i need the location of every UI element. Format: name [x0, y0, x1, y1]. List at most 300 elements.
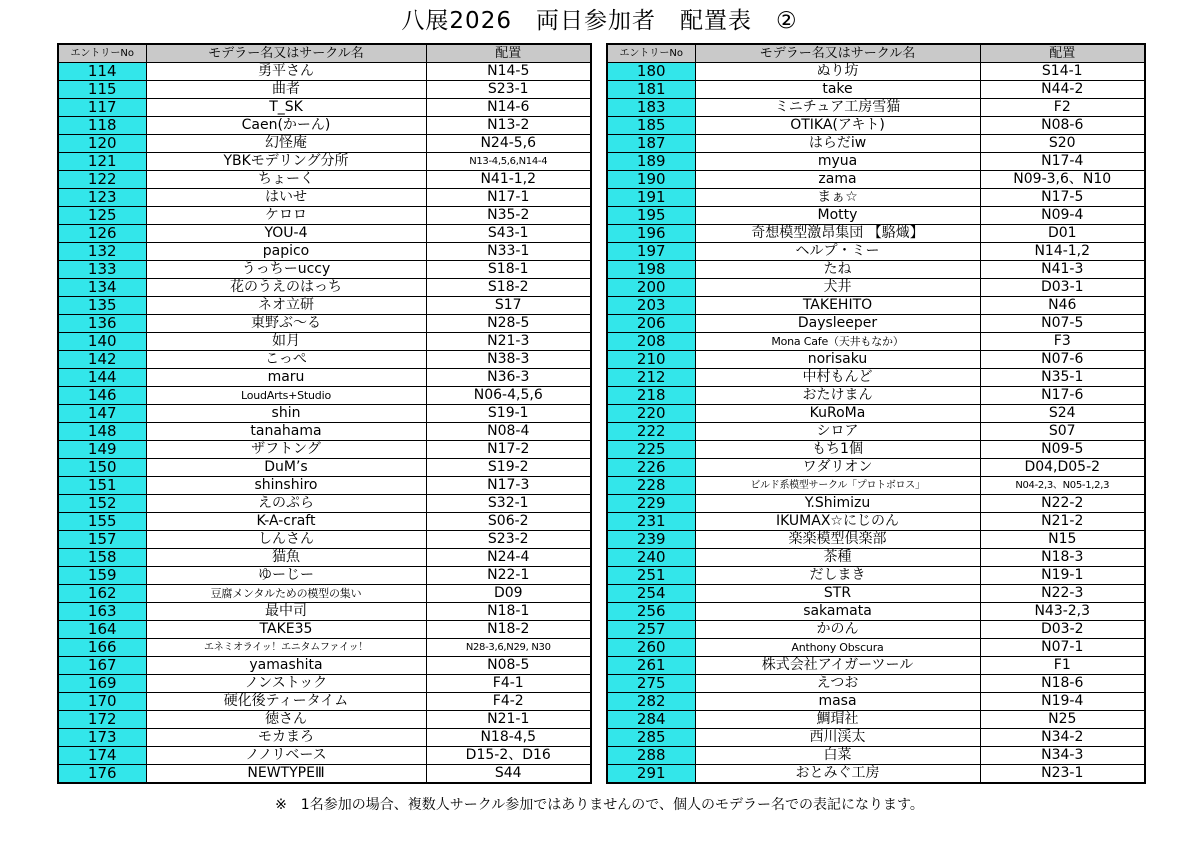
- entry-no-cell: 183: [607, 99, 695, 117]
- table-row: [58, 711, 591, 729]
- place-cell: N08-6: [980, 117, 1145, 135]
- name-cell: OTIKA(アキト): [695, 117, 980, 135]
- place-cell: N04-2,3、N05-1,2,3: [980, 477, 1145, 495]
- table-row: [607, 765, 1145, 784]
- entry-no-cell: 121: [58, 153, 146, 171]
- place-cell: S43-1: [426, 225, 591, 243]
- name-cell: LoudArts+Studio: [146, 387, 426, 405]
- place-cell: S23-1: [426, 81, 591, 99]
- entry-no-cell: 190: [607, 171, 695, 189]
- entry-no-cell: 122: [58, 171, 146, 189]
- table-row: [58, 531, 591, 549]
- name-cell: 曲者: [146, 81, 426, 99]
- place-cell: N18-4,5: [426, 729, 591, 747]
- name-cell: 白菜: [695, 747, 980, 765]
- name-cell: 株式会社アイガーツール: [695, 657, 980, 675]
- name-cell: ちょーく: [146, 171, 426, 189]
- place-cell: N14-6: [426, 99, 591, 117]
- place-cell: N17-6: [980, 387, 1145, 405]
- entry-no-cell: 151: [58, 477, 146, 495]
- table-row: [607, 171, 1145, 189]
- table-row: [607, 207, 1145, 225]
- entry-no-cell: 195: [607, 207, 695, 225]
- entry-no-cell: 169: [58, 675, 146, 693]
- name-cell: STR: [695, 585, 980, 603]
- table-row: [58, 585, 591, 603]
- place-cell: N21-3: [426, 333, 591, 351]
- table-row: [607, 441, 1145, 459]
- table-row: [607, 279, 1145, 297]
- table-row: [58, 117, 591, 135]
- name-cell: モカまろ: [146, 729, 426, 747]
- table-row: [607, 477, 1145, 495]
- place-cell: N44-2: [980, 81, 1145, 99]
- name-cell: うっちーuccy: [146, 261, 426, 279]
- name-cell: えつお: [695, 675, 980, 693]
- name-cell: 徳さん: [146, 711, 426, 729]
- place-cell: N43-2,3: [980, 603, 1145, 621]
- name-cell: おたけまん: [695, 387, 980, 405]
- entry-no-cell: 228: [607, 477, 695, 495]
- place-cell: F3: [980, 333, 1145, 351]
- table-row: [58, 765, 591, 784]
- place-cell: N18-6: [980, 675, 1145, 693]
- place-cell: N35-1: [980, 369, 1145, 387]
- name-cell: TAKE35: [146, 621, 426, 639]
- place-cell: D03-1: [980, 279, 1145, 297]
- entry-no-cell: 135: [58, 297, 146, 315]
- table-row: [607, 459, 1145, 477]
- table-row: [607, 405, 1145, 423]
- name-cell: ぬり坊: [695, 63, 980, 81]
- name-cell: Caen(かーん): [146, 117, 426, 135]
- name-cell: 幻怪庵: [146, 135, 426, 153]
- entry-no-cell: 275: [607, 675, 695, 693]
- entry-no-cell: 191: [607, 189, 695, 207]
- table-row: [58, 171, 591, 189]
- name-cell: ネオ立研: [146, 297, 426, 315]
- name-cell: yamashita: [146, 657, 426, 675]
- entry-no-cell: 134: [58, 279, 146, 297]
- place-cell: S23-2: [426, 531, 591, 549]
- entry-no-cell: 220: [607, 405, 695, 423]
- table-row: [58, 261, 591, 279]
- entry-no-cell: 203: [607, 297, 695, 315]
- name-cell: えのぷら: [146, 495, 426, 513]
- entry-no-cell: 288: [607, 747, 695, 765]
- header-entry-no: エントリーNo: [58, 44, 146, 63]
- place-cell: N15: [980, 531, 1145, 549]
- table-row: [607, 333, 1145, 351]
- header-name: モデラー名又はサークル名: [695, 44, 980, 63]
- table-row: [58, 135, 591, 153]
- entry-no-cell: 132: [58, 243, 146, 261]
- entry-no-cell: 140: [58, 333, 146, 351]
- entry-no-cell: 172: [58, 711, 146, 729]
- entry-no-cell: 257: [607, 621, 695, 639]
- entry-no-cell: 196: [607, 225, 695, 243]
- entry-no-cell: 164: [58, 621, 146, 639]
- place-cell: N14-1,2: [980, 243, 1145, 261]
- place-cell: N38-3: [426, 351, 591, 369]
- place-cell: S44: [426, 765, 591, 784]
- table-row: [607, 621, 1145, 639]
- table-row: [607, 297, 1145, 315]
- entry-no-cell: 187: [607, 135, 695, 153]
- name-cell: もち1個: [695, 441, 980, 459]
- place-cell: N41-1,2: [426, 171, 591, 189]
- name-cell: shinshiro: [146, 477, 426, 495]
- table-row: [607, 225, 1145, 243]
- name-cell: だしまき: [695, 567, 980, 585]
- table-row: [58, 333, 591, 351]
- entry-no-cell: 285: [607, 729, 695, 747]
- table-row: [58, 189, 591, 207]
- place-cell: S19-2: [426, 459, 591, 477]
- table-row: [607, 675, 1145, 693]
- entry-no-cell: 170: [58, 693, 146, 711]
- table-row: [58, 477, 591, 495]
- entry-no-cell: 148: [58, 423, 146, 441]
- table-row: [58, 549, 591, 567]
- entry-no-cell: 239: [607, 531, 695, 549]
- name-cell: YBKモデリング分所: [146, 153, 426, 171]
- entry-no-cell: 152: [58, 495, 146, 513]
- footnote: ※ 1名参加の場合、複数人サークル参加ではありませんので、個人のモデラー名での表記になります。: [275, 797, 924, 813]
- entry-no-cell: 158: [58, 549, 146, 567]
- entry-no-cell: 150: [58, 459, 146, 477]
- table-row: [607, 387, 1145, 405]
- table-row: [58, 225, 591, 243]
- entry-no-cell: 176: [58, 765, 146, 784]
- entry-no-cell: 117: [58, 99, 146, 117]
- name-cell: 花のうえのはっち: [146, 279, 426, 297]
- name-cell: zama: [695, 171, 980, 189]
- name-cell: まぁ☆: [695, 189, 980, 207]
- table-row: [58, 369, 591, 387]
- table-row: [607, 135, 1145, 153]
- table-row: [58, 153, 591, 171]
- name-cell: Motty: [695, 207, 980, 225]
- table-row: [58, 243, 591, 261]
- place-cell: N13-2: [426, 117, 591, 135]
- table-row: [58, 567, 591, 585]
- place-cell: N07-1: [980, 639, 1145, 657]
- name-cell: ケロロ: [146, 207, 426, 225]
- entry-no-cell: 125: [58, 207, 146, 225]
- place-cell: S14-1: [980, 63, 1145, 81]
- table-row: [58, 405, 591, 423]
- place-cell: N17-1: [426, 189, 591, 207]
- name-cell: かのん: [695, 621, 980, 639]
- entry-no-cell: 222: [607, 423, 695, 441]
- name-cell: はいせ: [146, 189, 426, 207]
- entry-no-cell: 133: [58, 261, 146, 279]
- table-row: [58, 675, 591, 693]
- header-place: 配置: [426, 44, 591, 63]
- entry-no-cell: 225: [607, 441, 695, 459]
- entry-no-cell: 210: [607, 351, 695, 369]
- table-row: [607, 117, 1145, 135]
- entry-no-cell: 173: [58, 729, 146, 747]
- name-cell: DuM’s: [146, 459, 426, 477]
- place-cell: N17-4: [980, 153, 1145, 171]
- name-cell: 東野ぶ～る: [146, 315, 426, 333]
- entry-no-cell: 282: [607, 693, 695, 711]
- place-cell: N21-2: [980, 513, 1145, 531]
- table-row: [607, 657, 1145, 675]
- entry-no-cell: 218: [607, 387, 695, 405]
- place-cell: N09-4: [980, 207, 1145, 225]
- entry-no-cell: 167: [58, 657, 146, 675]
- entry-no-cell: 159: [58, 567, 146, 585]
- table-row: [58, 747, 591, 765]
- entry-no-cell: 149: [58, 441, 146, 459]
- header-entry-no: エントリーNo: [607, 44, 695, 63]
- name-cell: norisaku: [695, 351, 980, 369]
- table-row: [58, 279, 591, 297]
- name-cell: ビルド系模型サークル「プロトボロス」: [695, 477, 980, 495]
- place-cell: N19-4: [980, 693, 1145, 711]
- entry-table-right: [606, 43, 1146, 784]
- table-row: [607, 729, 1145, 747]
- table-row: [58, 351, 591, 369]
- entry-no-cell: 189: [607, 153, 695, 171]
- entry-no-cell: 206: [607, 315, 695, 333]
- name-cell: はらだiw: [695, 135, 980, 153]
- place-cell: N09-5: [980, 441, 1145, 459]
- table-row: [58, 315, 591, 333]
- table-row: [607, 711, 1145, 729]
- place-cell: N28-5: [426, 315, 591, 333]
- place-cell: S32-1: [426, 495, 591, 513]
- place-cell: N13-4,5,6,N14-4: [426, 153, 591, 171]
- table-row: [58, 495, 591, 513]
- entry-no-cell: 114: [58, 63, 146, 81]
- place-cell: S07: [980, 423, 1145, 441]
- name-cell: YOU-4: [146, 225, 426, 243]
- place-cell: N08-5: [426, 657, 591, 675]
- entry-no-cell: 284: [607, 711, 695, 729]
- entry-table-left: [57, 43, 592, 784]
- table-row: [58, 693, 591, 711]
- place-cell: N41-3: [980, 261, 1145, 279]
- place-cell: N22-1: [426, 567, 591, 585]
- entry-no-cell: 163: [58, 603, 146, 621]
- place-cell: S06-2: [426, 513, 591, 531]
- entry-no-cell: 291: [607, 765, 695, 784]
- entry-no-cell: 208: [607, 333, 695, 351]
- name-cell: masa: [695, 693, 980, 711]
- place-cell: N35-2: [426, 207, 591, 225]
- table-row: [607, 603, 1145, 621]
- name-cell: 猫魚: [146, 549, 426, 567]
- place-cell: D03-2: [980, 621, 1145, 639]
- place-cell: F4-2: [426, 693, 591, 711]
- name-cell: 中村もんど: [695, 369, 980, 387]
- table-row: [607, 531, 1145, 549]
- table-row: [607, 63, 1145, 81]
- table-row: [58, 81, 591, 99]
- name-cell: ワダリオン: [695, 459, 980, 477]
- entry-no-cell: 142: [58, 351, 146, 369]
- place-cell: N17-5: [980, 189, 1145, 207]
- entry-no-cell: 144: [58, 369, 146, 387]
- name-cell: 犬井: [695, 279, 980, 297]
- place-cell: N21-1: [426, 711, 591, 729]
- name-cell: 西川渓太: [695, 729, 980, 747]
- entry-no-cell: 162: [58, 585, 146, 603]
- entry-no-cell: 174: [58, 747, 146, 765]
- place-cell: N34-2: [980, 729, 1145, 747]
- name-cell: たね: [695, 261, 980, 279]
- name-cell: 鯛瑁社: [695, 711, 980, 729]
- place-cell: N17-3: [426, 477, 591, 495]
- place-cell: N06-4,5,6: [426, 387, 591, 405]
- name-cell: 楽楽模型倶楽部: [695, 531, 980, 549]
- place-cell: N25: [980, 711, 1145, 729]
- name-cell: 最中司: [146, 603, 426, 621]
- entry-no-cell: 256: [607, 603, 695, 621]
- entry-no-cell: 123: [58, 189, 146, 207]
- entry-no-cell: 231: [607, 513, 695, 531]
- name-cell: NEWTYPEⅢ: [146, 765, 426, 784]
- place-cell: N22-3: [980, 585, 1145, 603]
- place-cell: S17: [426, 297, 591, 315]
- place-cell: N18-2: [426, 621, 591, 639]
- table-header-row: [607, 44, 1145, 63]
- table-row: [607, 693, 1145, 711]
- name-cell: しんさん: [146, 531, 426, 549]
- name-cell: K-A-craft: [146, 513, 426, 531]
- entry-no-cell: 260: [607, 639, 695, 657]
- entry-no-cell: 229: [607, 495, 695, 513]
- place-cell: N28-3,6,N29, N30: [426, 639, 591, 657]
- table-row: [58, 297, 591, 315]
- table-row: [58, 441, 591, 459]
- place-cell: N46: [980, 297, 1145, 315]
- name-cell: エネミオライッ！エニタムファイッ！: [146, 639, 426, 657]
- entry-no-cell: 226: [607, 459, 695, 477]
- entry-no-cell: 240: [607, 549, 695, 567]
- name-cell: ミニチュア工房雪猫: [695, 99, 980, 117]
- name-cell: TAKEHITO: [695, 297, 980, 315]
- place-cell: N24-4: [426, 549, 591, 567]
- name-cell: KuRoMa: [695, 405, 980, 423]
- table-row: [58, 621, 591, 639]
- place-cell: N19-1: [980, 567, 1145, 585]
- place-cell: N33-1: [426, 243, 591, 261]
- entry-no-cell: 181: [607, 81, 695, 99]
- name-cell: IKUMAX☆にじのん: [695, 513, 980, 531]
- place-cell: N36-3: [426, 369, 591, 387]
- entry-no-cell: 185: [607, 117, 695, 135]
- table-row: [607, 513, 1145, 531]
- name-cell: papico: [146, 243, 426, 261]
- name-cell: ノンストック: [146, 675, 426, 693]
- place-cell: D04,D05-2: [980, 459, 1145, 477]
- table-row: [58, 459, 591, 477]
- name-cell: 如月: [146, 333, 426, 351]
- table-row: [607, 747, 1145, 765]
- name-cell: シロア: [695, 423, 980, 441]
- name-cell: ザフトング: [146, 441, 426, 459]
- entry-no-cell: 120: [58, 135, 146, 153]
- entry-no-cell: 136: [58, 315, 146, 333]
- table-row: [58, 99, 591, 117]
- place-cell: D15-2、D16: [426, 747, 591, 765]
- entry-no-cell: 251: [607, 567, 695, 585]
- table-row: [58, 387, 591, 405]
- place-cell: N34-3: [980, 747, 1145, 765]
- table-row: [607, 315, 1145, 333]
- entry-no-cell: 126: [58, 225, 146, 243]
- entry-no-cell: 115: [58, 81, 146, 99]
- table-row: [58, 729, 591, 747]
- table-row: [58, 423, 591, 441]
- name-cell: ノノリベース: [146, 747, 426, 765]
- place-cell: N18-3: [980, 549, 1145, 567]
- place-cell: S18-1: [426, 261, 591, 279]
- name-cell: こっぺ: [146, 351, 426, 369]
- table-row: [607, 639, 1145, 657]
- name-cell: 豆腐メンタルための模型の集い: [146, 585, 426, 603]
- entry-no-cell: 118: [58, 117, 146, 135]
- entry-no-cell: 261: [607, 657, 695, 675]
- table-row: [58, 603, 591, 621]
- table-row: [607, 423, 1145, 441]
- name-cell: myua: [695, 153, 980, 171]
- table-row: [58, 657, 591, 675]
- name-cell: Anthony Obscura: [695, 639, 980, 657]
- table-row: [607, 549, 1145, 567]
- name-cell: 勇平さん: [146, 63, 426, 81]
- name-cell: 茶種: [695, 549, 980, 567]
- header-name: モデラー名又はサークル名: [146, 44, 426, 63]
- place-cell: F2: [980, 99, 1145, 117]
- page-title: 八展2026 両日参加者 配置表 ②: [401, 8, 798, 34]
- header-place: 配置: [980, 44, 1145, 63]
- entry-no-cell: 157: [58, 531, 146, 549]
- place-cell: S18-2: [426, 279, 591, 297]
- place-cell: S19-1: [426, 405, 591, 423]
- name-cell: sakamata: [695, 603, 980, 621]
- place-cell: N14-5: [426, 63, 591, 81]
- name-cell: shin: [146, 405, 426, 423]
- place-cell: N09-3,6、N10: [980, 171, 1145, 189]
- table-row: [58, 639, 591, 657]
- name-cell: tanahama: [146, 423, 426, 441]
- entry-no-cell: 166: [58, 639, 146, 657]
- place-cell: S20: [980, 135, 1145, 153]
- name-cell: ゆーじー: [146, 567, 426, 585]
- place-cell: F4-1: [426, 675, 591, 693]
- entry-no-cell: 254: [607, 585, 695, 603]
- entry-no-cell: 197: [607, 243, 695, 261]
- name-cell: Y.Shimizu: [695, 495, 980, 513]
- table-row: [607, 189, 1145, 207]
- name-cell: Daysleeper: [695, 315, 980, 333]
- place-cell: N08-4: [426, 423, 591, 441]
- place-cell: N18-1: [426, 603, 591, 621]
- table-row: [607, 99, 1145, 117]
- table-row: [58, 513, 591, 531]
- name-cell: 奇想模型激昂集団 【駱熾】: [695, 225, 980, 243]
- place-cell: N23-1: [980, 765, 1145, 784]
- table-row: [607, 567, 1145, 585]
- table-row: [58, 207, 591, 225]
- table-row: [58, 63, 591, 81]
